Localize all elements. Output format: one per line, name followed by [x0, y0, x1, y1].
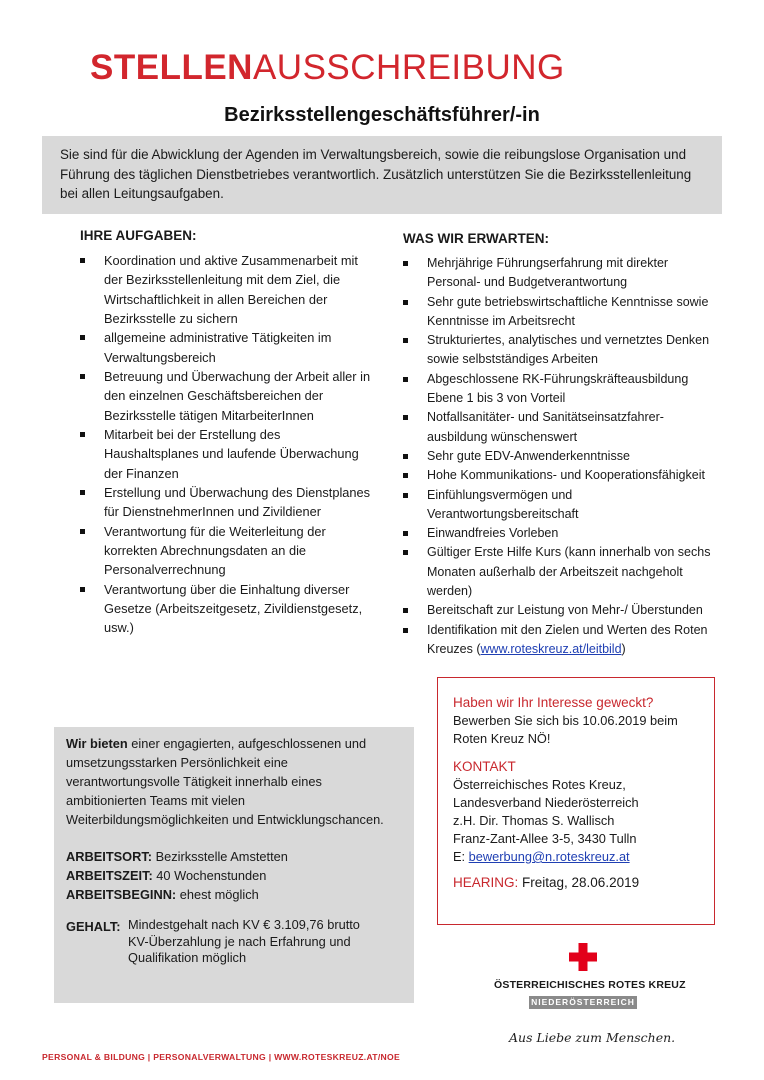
leitbild-link[interactable]: www.roteskreuz.at/leitbild [480, 641, 622, 656]
list-item: allgemeine administrative Tätigkeiten im Verwaltungsbereich [78, 328, 378, 367]
work-start-label: ARBEITSBEGINN: [66, 887, 177, 902]
hearing [453, 874, 700, 892]
leitbild-close: ) [621, 641, 626, 656]
job-title: Bezirksstellengeschäftsführer/-in [224, 104, 540, 126]
list-item: Sehr gute betriebswirtschaftliche Kenntnisse sowie Kenntnisse im Arbeitsrecht [401, 293, 721, 332]
org-region-badge: NIEDERÖSTERREICH [529, 996, 637, 1009]
expect-heading: WAS WIR ERWARTEN: [403, 231, 549, 246]
slogan: Aus Liebe zum Menschen. [509, 1030, 676, 1045]
contact-line3: z.H. Dir. Thomas S. Wallisch [453, 813, 615, 828]
work-hours [66, 866, 402, 885]
list-item: Gültiger Erste Hilfe Kurs (kann innerhalb von sechs Monaten außerhalb der Arbeitszeit nachgeholt werden) [401, 543, 721, 601]
contact-box [437, 677, 715, 925]
contact-line1: Österreichisches Rotes Kreuz, [453, 777, 626, 792]
salary [66, 917, 402, 967]
tasks-list [78, 251, 378, 638]
list-item: Hohe Kommunikations- und Kooperationsfähigkeit [401, 466, 721, 485]
contact-email-row [453, 848, 700, 866]
work-location-value: Bezirksstelle Amstetten [152, 849, 288, 864]
work-location [66, 847, 402, 866]
intro-box: Sie sind für die Abwicklung der Agenden im Verwaltungsbereich, sowie die reibungslose Organisation und Führung des täglichen Dienstbetriebes verantwortlich. Zusätzlich unterstützen Sie die Bezirksstellenleitung bei allen Leitungsaufgaben. [42, 136, 722, 214]
salary-text [128, 917, 402, 967]
contact-heading: KONTAKT [453, 759, 516, 774]
list-item: Abgeschlossene RK-Führungskräfteausbildung Ebene 1 bis 3 von Vorteil [401, 370, 721, 409]
list-item: Strukturiertes, analytisches und vernetztes Denken sowie selbstständiges Arbeiten [401, 331, 721, 370]
list-item: Einwandfreies Vorleben [401, 524, 721, 543]
title-rest: AUSSCHREIBUNG [252, 48, 565, 87]
salary-label: GEHALT: [66, 919, 121, 934]
contact-line2: Landesverband Niederösterreich [453, 795, 639, 810]
leitbild-text: Identifikation mit den Zielen und Werten des Roten Kreuzes ( [427, 622, 708, 656]
tasks-heading: IHRE AUFGABEN: [80, 228, 197, 243]
list-item: Bereitschaft zur Leistung von Mehr-/ Überstunden [401, 601, 721, 620]
work-hours-label: ARBEITSZEIT: [66, 868, 153, 883]
expect-list [401, 254, 721, 659]
email-link[interactable]: bewerbung@n.roteskreuz.at [468, 849, 630, 864]
title-bold: STELLEN [90, 48, 253, 87]
interest-text: Bewerben Sie sich bis 10.06.2019 beim Roten Kreuz NÖ! [453, 713, 678, 746]
org-name: ÖSTERREICHISCHES ROTES KREUZ [494, 979, 686, 991]
offer-box [54, 727, 414, 1003]
salary-line1: Mindestgehalt nach KV € 3.109,76 brutto [128, 917, 360, 932]
contact-line4: Franz-Zant-Allee 3-5, 3430 Tulln [453, 831, 637, 846]
list-item: Verantwortung über die Einhaltung diverser Gesetze (Arbeitszeitgesetz, Zivildienstgesetz, usw.) [78, 580, 378, 638]
list-item: Mehrjährige Führungserfahrung mit direkter Personal- und Budgetverantwortung [401, 254, 721, 293]
list-item: Sehr gute EDV-Anwenderkenntnisse [401, 447, 721, 466]
work-start [66, 885, 402, 904]
list-item: Verantwortung für die Weiterleitung der korrekten Abrechnungsdaten an die Personalverrechnung [78, 522, 378, 580]
list-item: Notfallsanitäter- und Sanitätseinsatzfahrer-ausbildung wünschenswert [401, 408, 721, 447]
offer-lead-text: einer engagierten, aufgeschlossenen und umsetzungsstarken Persönlichkeit eine verantwortungsvolle Tätigkeit innerhalb eines ambitionierten Teams mit vielen Weiterbildungsmöglichkeiten und Entwicklungschancen. [66, 736, 384, 827]
footer: PERSONAL & BILDUNG | PERSONALVERWALTUNG | WWW.ROTESKREUZ.AT/NOE [42, 1052, 401, 1062]
page-title [90, 48, 565, 88]
salary-line2: KV-Überzahlung je nach Erfahrung und Qualifikation möglich [128, 933, 351, 965]
red-cross-icon [569, 943, 597, 971]
list-item: Mitarbeit bei der Erstellung des Haushaltsplanes und laufende Überwachung der Finanzen [78, 425, 378, 483]
work-location-label: ARBEITSORT: [66, 849, 153, 864]
offer-lead-bold: Wir bieten [66, 736, 128, 751]
hearing-label: HEARING: [453, 875, 519, 890]
work-start-value: ehest möglich [176, 887, 259, 902]
work-hours-value: 40 Wochenstunden [152, 868, 267, 883]
list-item: Erstellung und Überwachung des Dienstplanes für DienstnehmerInnen und Zivildiener [78, 483, 378, 522]
interest-heading: Haben wir Ihr Interesse geweckt? [453, 695, 654, 710]
list-item: Betreuung und Überwachung der Arbeit aller in den einzelnen Geschäftsbereichen der Bezirksstelle tätigen MitarbeiterInnen [78, 367, 378, 425]
list-item: Koordination und aktive Zusammenarbeit mit der Bezirksstellenleitung mit dem Ziel, die Wirtschaftlichkeit in allen Bereichen der Bezirksstelle zu sichern [78, 251, 378, 328]
hearing-value: Freitag, 28.06.2019 [518, 875, 640, 890]
list-item: Einfühlungsvermögen und Verantwortungsbereitschaft [401, 486, 721, 525]
offer-lead [66, 734, 402, 829]
email-prefix: E: [453, 849, 469, 864]
list-item-leitbild [401, 621, 721, 660]
